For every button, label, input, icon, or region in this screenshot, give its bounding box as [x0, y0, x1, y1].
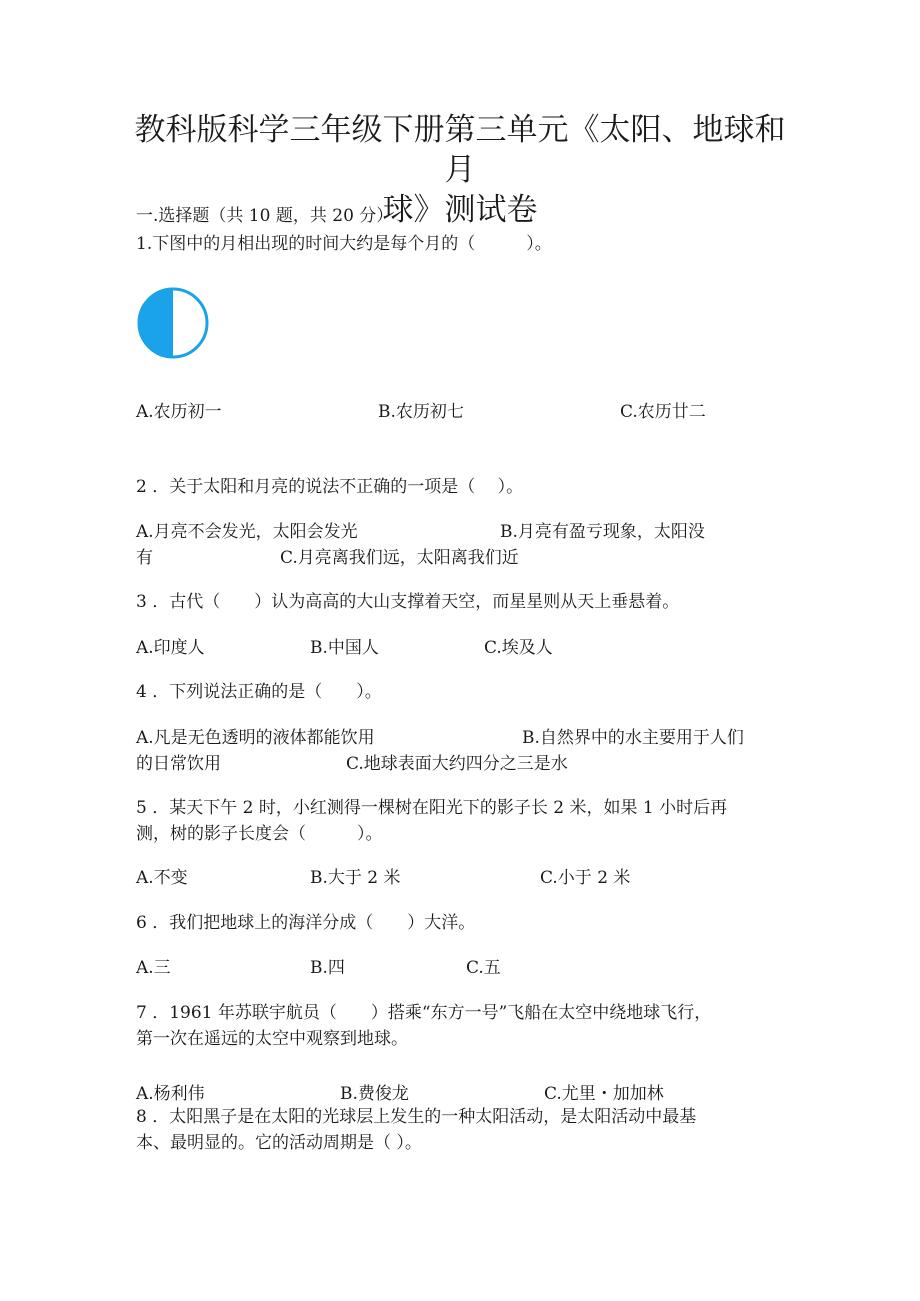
- question-1-stem: 1.下图中的月相出现的时间大约是每个月的（ ）。: [136, 234, 552, 254]
- question-4-stem: 4 ．下列说法正确的是（ ）。: [136, 682, 382, 702]
- moon-lit-half: [139, 289, 173, 357]
- question-7-stem-line-2: 第一次在遥远的太空中观察到地球。: [136, 1029, 408, 1049]
- title-line-2: 球》测试卷: [382, 192, 538, 228]
- question-4-option-b-continued: 的日常饮用: [136, 754, 221, 774]
- question-1-option-c: C.农历廿二: [620, 402, 706, 422]
- question-1-option-a: A.农历初一: [136, 402, 222, 422]
- question-2-option-a: A.月亮不会发光，太阳会发光: [136, 522, 358, 542]
- question-5-option-a: A.不变: [136, 868, 188, 888]
- title-line-1: 教科版科学三年级下册第三单元《太阳、地球和月: [134, 112, 786, 188]
- question-4-option-c: C.地球表面大约四分之三是水: [346, 754, 568, 774]
- question-3-option-c: C.埃及人: [484, 638, 553, 658]
- question-5-stem-line-2: 测，树的影子长度会（ ）。: [136, 824, 383, 844]
- question-7-option-c: C.尤里・加加林: [544, 1084, 664, 1104]
- question-3-stem: 3 ．古代（ ）认为高高的大山支撑着天空，而星星则从天上垂悬着。: [136, 592, 680, 612]
- question-7-option-a: A.杨利伟: [136, 1084, 205, 1104]
- question-2-stem: 2 ．关于太阳和月亮的说法不正确的一项是（ ）。: [136, 477, 524, 497]
- question-2-option-b: B.月亮有盈亏现象，太阳没: [500, 522, 705, 542]
- section-header: 一.选择题（共 10 题，共 20 分）: [136, 206, 394, 226]
- question-7-stem-line-1: 7 ．1961 年苏联宇航员（ ）搭乘“东方一号”飞船在太空中绕地球飞行，: [136, 1003, 712, 1023]
- question-4-option-a: A.凡是无色透明的液体都能饮用: [136, 728, 375, 748]
- question-7-option-b: B.费俊龙: [340, 1084, 409, 1104]
- question-6-option-a: A.三: [136, 958, 171, 978]
- half-moon-phase-figure: [136, 287, 210, 359]
- question-6-stem: 6 ．我们把地球上的海洋分成（ ）大洋。: [136, 913, 476, 933]
- question-6-option-c: C.五: [466, 958, 501, 978]
- question-8-stem-line-1: 8 ．太阳黑子是在太阳的光球层上发生的一种太阳活动，是太阳活动中最基: [136, 1107, 697, 1127]
- question-2-option-c: C.月亮离我们远，太阳离我们近: [280, 548, 519, 568]
- question-3-option-b: B.中国人: [310, 638, 379, 658]
- question-4-option-b: B.自然界中的水主要用于人们: [522, 728, 744, 748]
- question-6-option-b: B.四: [310, 958, 345, 978]
- question-2-option-b-continued: 有: [136, 548, 153, 568]
- question-5-option-b: B.大于 2 米: [310, 868, 401, 888]
- question-3-option-a: A.印度人: [136, 638, 205, 658]
- question-5-option-c: C.小于 2 米: [540, 868, 631, 888]
- question-5-stem-line-1: 5 ．某天下午 2 时，小红测得一棵树在阳光下的影子长 2 米，如果 1 小时后再: [136, 798, 728, 818]
- question-8-stem-line-2: 本、最明显的。它的活动周期是（ ）。: [136, 1133, 422, 1153]
- question-1-option-b: B.农历初七: [378, 402, 464, 422]
